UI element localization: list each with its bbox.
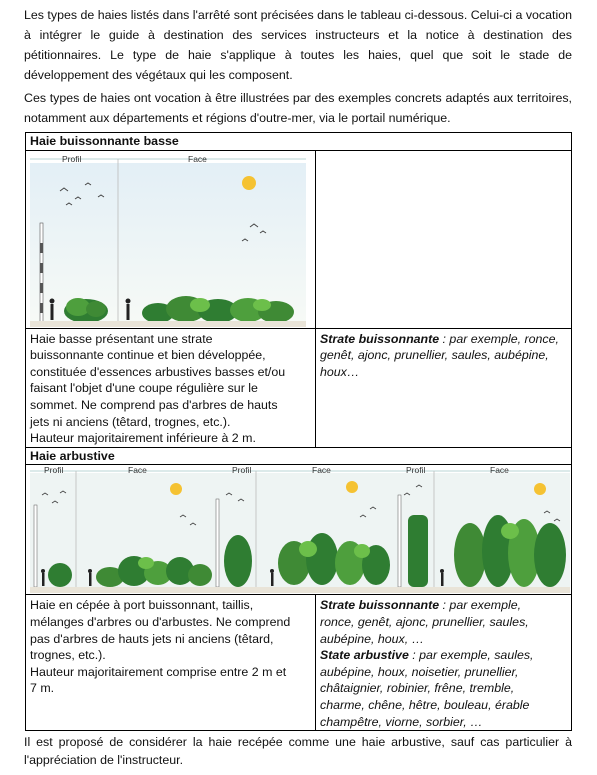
strates-haie-buissonnante-basse: Strate buissonnante : par exemple, ronce, genêt, ajonc, prunellier, saules, aubépine, houx… bbox=[316, 328, 572, 447]
description-haie-arbustive: Haie en cépée à port buissonnant, taillis, mélanges d'arbres ou d'arbustes. Ne comprend pas d'arbres de hauts jets ni anciens (têtard, trognes, etc.). Hauteur majoritairement comprise entre 2 m et 7 m. bbox=[26, 595, 316, 731]
illustration-arbustive-2 bbox=[212, 465, 394, 593]
intro-paragraph-2: Ces types de haies ont vocation à être illustrées par des exemples concrets adaptés aux territoires, notamment aux départements et régions d'outre-mer, via le portail numérique. bbox=[24, 91, 572, 125]
sun-icon bbox=[242, 176, 256, 190]
caption-profil: Profil bbox=[62, 153, 82, 164]
illustrations-haie-arbustive bbox=[26, 465, 572, 595]
svg-text:Face: Face bbox=[490, 465, 509, 476]
illustration-haie-basse bbox=[30, 153, 306, 327]
section-title-haie-buissonnante-basse: Haie buissonnante basse bbox=[26, 133, 572, 151]
conclusion-paragraph: Il est proposé de considérer la haie recépée comme une haie arbustive, sauf cas particulier à l'appréciation de l'instructeur. bbox=[24, 735, 572, 767]
illustration-arbustive-1 bbox=[30, 465, 212, 593]
svg-text:Face: Face bbox=[128, 465, 147, 476]
hedge-types-table bbox=[25, 132, 572, 731]
svg-text:Profil: Profil bbox=[44, 465, 64, 476]
svg-text:Face: Face bbox=[312, 465, 331, 476]
svg-text:Profil: Profil bbox=[406, 465, 426, 476]
section-title-haie-arbustive: Haie arbustive bbox=[26, 447, 572, 465]
caption-face: Face bbox=[188, 153, 207, 164]
illustration-arbustive-3 bbox=[394, 465, 570, 593]
intro-paragraph-1: Les types de haies listés dans l'arrêté sont précisées dans le tableau ci-dessous. Celui-ci a vocation à intégrer le guide à destination des services instructeurs et la notice à destination des pétitionnaires. Le type de haie s'applique à toutes les haies, quel que soit le stade de développement des végétaux qui les composent. bbox=[24, 8, 572, 82]
svg-text:Profil: Profil bbox=[232, 465, 252, 476]
illustration-empty-cell bbox=[316, 150, 572, 328]
person-icon bbox=[51, 304, 54, 320]
strates-haie-arbustive: Strate buissonnante : par exemple, ronce, genêt, ajonc, prunellier, saules, aubépine, houx, … State arbustive : par exemple, saules, aubépine, houx, noisetier, prunellier, châtaignier, robinier, frêne, tremble, charme, chêne, hêtre, bouleau, érable champêtre, viorne, sorbier, … bbox=[316, 595, 572, 731]
description-haie-buissonnante-basse: Haie basse présentant une strate buissonnante continue et bien développée, constituée d'essences arbustives basses et/ou faisant l'objet d'une coupe régulière sur le sommet. Ne comprend pas d'arbres de hauts jets ni anciens (têtard, trognes, etc.). Hauteur majoritairement inférieure à 2 m. bbox=[26, 328, 316, 447]
illustration-cell bbox=[26, 150, 316, 328]
